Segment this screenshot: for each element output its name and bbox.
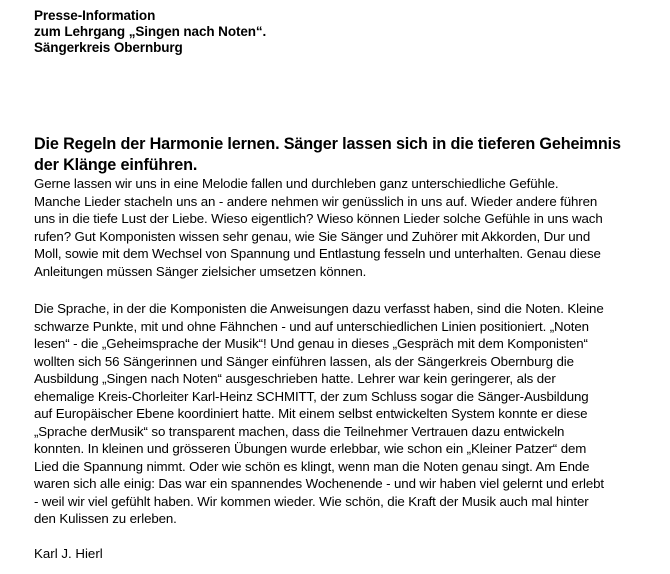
headline-line-2: der Klänge einführen.: [34, 156, 198, 174]
paragraph-line: rufen? Gut Komponisten wissen sehr genau, wie Sie Sänger und Zuhörer mit Akkorden, Dur und: [34, 228, 591, 244]
paragraph-line: den Kulissen zu erleben.: [34, 511, 177, 526]
author-signature: Karl J. Hierl: [34, 546, 103, 561]
paragraph-line: Ausbildung „Singen nach Noten“ ausgeschrieben hatte. Lehrer war kein geringerer, als der: [34, 371, 556, 386]
press-info-header: [34, 8, 266, 56]
paragraph-line: wollten sich 56 Sängerinnen und Sänger einführen lassen, als der Sängerkreis Obernburg die: [34, 353, 574, 369]
paragraph-line: Die Sprache, in der die Komponisten die Anweisungen dazu verfasst haben, sind die Noten. Kleine: [34, 301, 604, 316]
header-line-2: zum Lehrgang „Singen nach Noten“.: [34, 24, 267, 39]
paragraph-line: ehemalige Kreis-Chorleiter Karl-Heinz SCHMITT, der zum Schluss sogar die Sänger-Ausbildung: [34, 388, 589, 404]
article-headline: [34, 134, 666, 176]
header-line-3: Sängerkreis Obernburg: [34, 40, 183, 55]
header-line-1: Presse-Information: [34, 8, 156, 23]
paragraph-line: schwarze Punkte, mit und ohne Fähnchen - und auf unterschiedlichen Linien positioniert. „Noten: [34, 318, 589, 334]
paragraph-1: [34, 175, 668, 280]
paragraph-line: Moll, sowie mit dem Wechsel von Spannung und Entlastung fesseln und unterhalten. Genau diese: [34, 246, 601, 261]
paragraph-line: Anleitungen müssen Sänger zielsicher umsetzen können.: [34, 263, 367, 279]
paragraph-2: [34, 300, 668, 528]
headline-line-1: Die Regeln der Harmonie lernen. Sänger lassen sich in die tieferen Geheimnis: [34, 135, 621, 153]
paragraph-line: auf Europäischer Ebene koordiniert hatte. Mit einem selbst entwickelten System konnte er diese: [34, 406, 588, 421]
paragraph-line: uns in die tiefe Lust der Liebe. Wieso eigentlich? Wieso können Lieder solche Gefühle in uns wach: [34, 211, 603, 226]
paragraph-line: - weil wir viel gefühlt haben. Wir kommen wieder. Wie schön, die Kraft der Musik auch mal hinter: [34, 493, 589, 509]
paragraph-line: „Sprache derMusik“ so transparent machen, dass die Teilnehmer Vertrauen dazu entwickeln: [34, 423, 565, 439]
paragraph-line: konnten. In kleinen und grösseren Übungen wurde erlebbar, wie schon ein „Kleiner Patzer“ dem: [34, 441, 587, 456]
paragraph-line: Gerne lassen wir uns in eine Melodie fallen und durchleben ganz unterschiedliche Gefühle.: [34, 176, 559, 191]
paragraph-line: Manche Lieder stacheln uns an - andere nehmen wir genüsslich in uns auf. Wieder andere führen: [34, 193, 598, 209]
paragraph-line: Lied die Spannung nimmt. Oder wie schön es klingt, wenn man die Noten genau singt. Am Ende: [34, 458, 590, 474]
paragraph-line: waren sich alle einig: Das war ein spannendes Wochenende - und wir haben viel gelernt und erlebt: [34, 476, 604, 491]
paragraph-line: lesen“ - die „Geheimsprache der Musik“! Und genau in dieses „Gespräch mit dem Komponisten“: [34, 336, 588, 351]
